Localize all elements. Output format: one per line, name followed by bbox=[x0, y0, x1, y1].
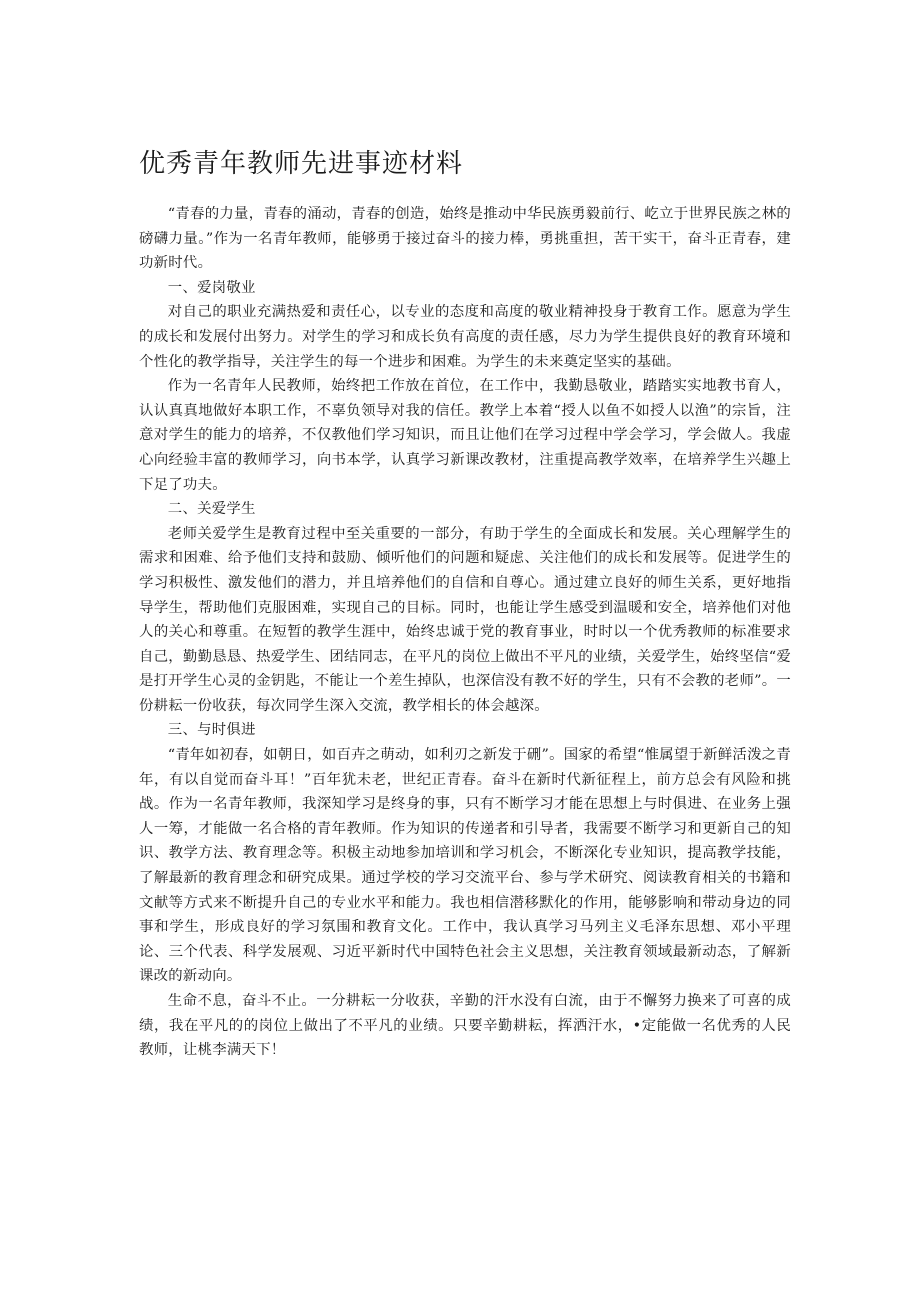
intro-paragraph: “青春的力量，青春的涌动，青春的创造，始终是推动中华民族勇毅前行、屹立于世界民族之林的磅礴力量。”作为一名青年教师，能够勇于接过奋斗的接力棒，勇挑重担，苦干实干，奋斗正青春，建功新时代。 bbox=[139, 206, 791, 272]
section-keep-pace-with-times bbox=[139, 718, 791, 1062]
section-care-for-students bbox=[139, 497, 791, 718]
section-paragraph: “青年如初春，如朝日，如百卉之萌动，如利刃之新发于硎”。国家的希望“惟属望于新鲜活泼之青年，有以自觉而奋斗耳！”百年犹未老，世纪正青春。奋斗在新时代新征程上，前方总会有风险和挑战。作为一名青年教师，我深知学习是终身的事，只有不断学习才能在思想上与时俱进、在业务上强人一筹，才能做一名合格的青年教师。作为知识的传递者和引导者，我需要不断学习和更新自己的知识、教学方法、教育理念等。积极主动地参加培训和学习机会，不断深化专业知识，提高教学技能，了解最新的教育理念和研究成果。通过学校的学习交流平台、参与学术研究、阅读教育相关的书籍和文献等方式来不断提升自己的专业水平和能力。我也相信潜移默化的作用，能够影响和带动身边的同事和学生，形成良好的学习氛围和教育文化。工作中，我认真学习马列主义毛泽东思想、邓小平理论、三个代表、科学发展观、习近平新时代中国特色社会主义思想，关注教育领域最新动态，了解新课改的新动向。 bbox=[139, 747, 791, 985]
document-title: 优秀青年教师先进事迹材料 bbox=[139, 149, 464, 179]
section-paragraph: 老师关爱学生是教育过程中至关重要的一部分，有助于学生的全面成长和发展。关心理解学生的需求和困难、给予他们支持和鼓励、倾听他们的问题和疑虑、关注他们的成长和发展等。促进学生的学习积极性、激发他们的潜力，并且培养他们的自信和自尊心。通过建立良好的师生关系，更好地指导学生，帮助他们克服困难，实现自己的目标。同时，也能让学生感受到温暖和安全，培养他们对他人的关心和尊重。在短暂的教学生涯中，始终忠诚于党的教育事业，时时以一个优秀教师的标准要求自己，勤勤恳恳、热爱学生、团结同志，在平凡的岗位上做出不平凡的业绩，关爱学生，始终坚信“爱是打开学生心灵的金钥匙，不能让一个差生掉队，也深信没有教不好的学生，只有不会教的老师”。一份耕耘一份收获，每次同学生深入交流，教学相长的体会越深。 bbox=[139, 525, 791, 714]
section-paragraph: 对自己的职业充满热爱和责任心，以专业的态度和高度的敬业精神投身于教育工作。愿意为学生的成长和发展付出努力。对学生的学习和成长负有高度的责任感，尽力为学生提供良好的教育环境和个性化的教学指导，关注学生的每一个进步和困难。为学生的未来奠定坚实的基础。 bbox=[139, 304, 791, 370]
document-page bbox=[139, 148, 791, 1063]
closing-paragraph: 生命不息，奋斗不止。一分耕耘一分收获，辛勤的汗水没有白流，由于不懈努力换来了可喜的成绩，我在平凡的的岗位上做出了不平凡的业绩。只要辛勤耕耘，挥洒汗水，•定能做一名优秀的人民教师，让桃李满天下！ bbox=[139, 993, 791, 1059]
section-heading: 一、爱岗敬业 bbox=[167, 279, 256, 296]
section-heading: 三、与时俱进 bbox=[167, 722, 256, 739]
section-paragraph: 作为一名青年人民教师，始终把工作放在首位，在工作中，我勤恳敬业，踏踏实实地教书育人，认认真真地做好本职工作，不辜负领导对我的信任。教学上本着“授人以鱼不如授人以渔”的宗旨，注意对学生的能力的培养，不仅教他们学习知识，而且让他们在学习过程中学会学习，学会做人。我虚心向经验丰富的教师学习，向书本学，认真学习新课改教材，注重提高教学效率，在培养学生兴趣上下足了功夫。 bbox=[139, 378, 791, 493]
section-dedication bbox=[139, 276, 791, 497]
section-heading: 二、关爱学生 bbox=[167, 501, 256, 518]
